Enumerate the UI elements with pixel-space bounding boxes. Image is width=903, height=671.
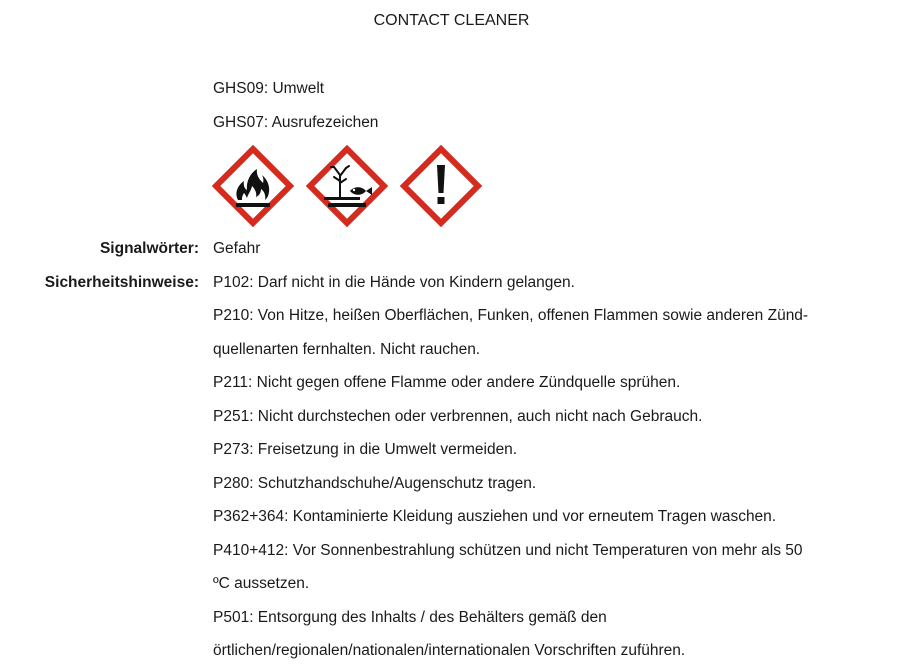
environment-icon: [306, 145, 388, 227]
signal-words-label: Signalwörter:: [99, 240, 199, 257]
safety-line: P501: Entsorgung des Inhalts / des Behälters gemäß den: [213, 609, 607, 626]
safety-line: P211: Nicht gegen offene Flamme oder andere Zündquelle sprühen.: [213, 374, 681, 391]
safety-line: P410+412: Vor Sonnenbestrahlung schützen und nicht Temperaturen von mehr als 50: [213, 542, 803, 559]
exclamation-icon: [400, 145, 482, 227]
safety-notes-label: Sicherheitshinweise:: [44, 274, 199, 291]
ghs-line: GHS07: Ausrufezeichen: [213, 114, 379, 131]
ghs-line: GHS09: Umwelt: [213, 80, 325, 97]
safety-line: P210: Von Hitze, heißen Oberflächen, Funken, offenen Flammen sowie anderen Zünd-: [213, 307, 809, 324]
flame-icon: [212, 145, 294, 227]
safety-line: quellenarten fernhalten. Nicht rauchen.: [213, 341, 481, 358]
safety-line: P102: Darf nicht in die Hände von Kindern gelangen.: [213, 274, 575, 291]
safety-line: P362+364: Kontaminierte Kleidung ausziehen und vor erneutem Tragen waschen.: [213, 508, 777, 525]
safety-line: P251: Nicht durchstechen oder verbrennen, auch nicht nach Gebrauch.: [213, 408, 703, 425]
safety-line: P273: Freisetzung in die Umwelt vermeiden.: [213, 441, 518, 458]
document-title: CONTACT CLEANER: [373, 12, 530, 29]
safety-line: örtlichen/regionalen/nationalen/internationalen Vorschriften zuführen.: [213, 642, 686, 659]
safety-line: ºC aussetzen.: [213, 575, 310, 592]
signal-words-value: Gefahr: [213, 240, 261, 257]
safety-line: P280: Schutzhandschuhe/Augenschutz tragen.: [213, 475, 537, 492]
